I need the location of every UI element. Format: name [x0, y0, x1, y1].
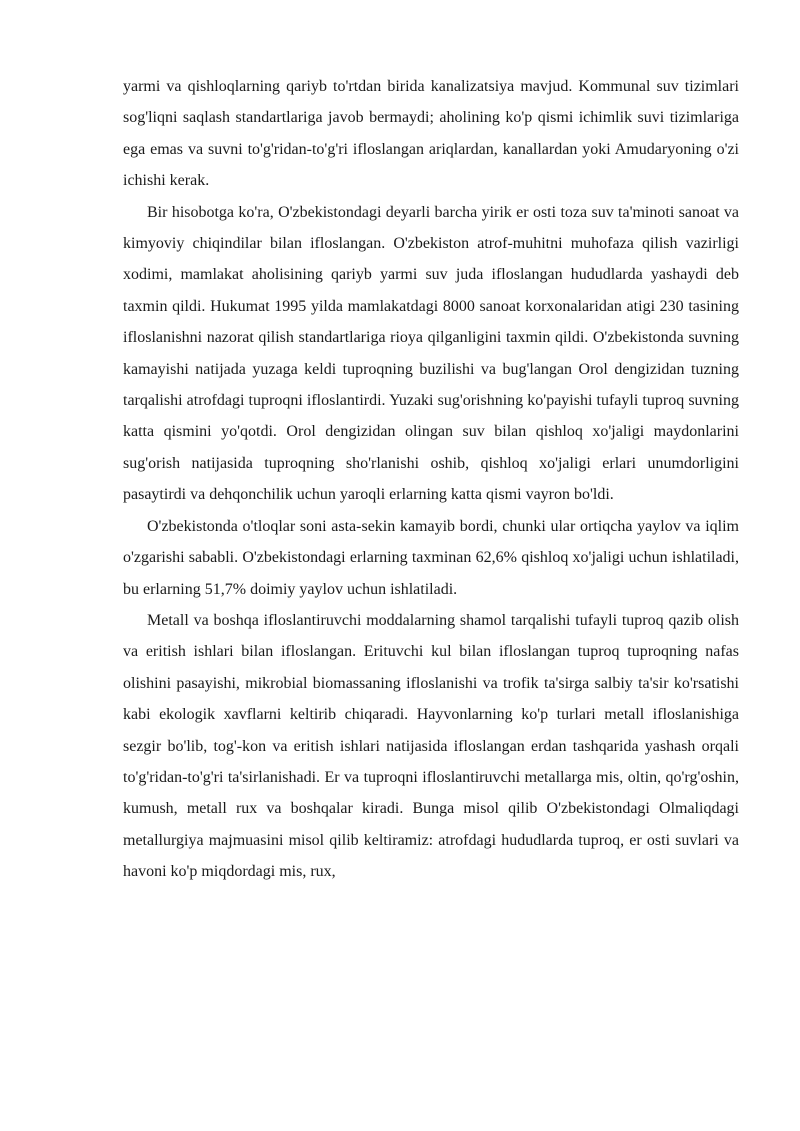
- document-page: [123, 71, 739, 888]
- paragraph-metal-pollution: Metall va boshqa ifloslantiruvchi moddalarning shamol tarqalishi tufayli tuproq qazib olish va eritish ishlari bilan ifloslangan. Erituvchi kul bilan ifloslangan tuproq tuproqning nafas olishini pasayishi, mikrobial biomassaning ifloslanishi va trofik ta'sirga salbiy ta'sir ko'rsatishi kabi ekologik xavflarni keltirib chiqaradi. Hayvonlarning ko'p turlari metall ifloslanishiga sezgir bo'lib, tog'-kon va eritish ishlari natijasida ifloslangan erdan tashqarida yashash orqali to'g'ridan-to'g'ri ta'sirlanishadi. Er va tuproqni ifloslantiruvchi metallarga mis, oltin, qo'rg'oshin, kumush, metall rux va boshqalar kiradi. Bunga misol qilib O'zbekistondagi Olmaliqdagi metallurgiya majmuasini misol qilib keltiramiz: atrofdagi hududlarda tuproq, er osti suvlari va havoni ko'p miqdordagi mis, rux,: [123, 611, 739, 881]
- paragraph-groundwater-pollution: Bir hisobotga ko'ra, O'zbekistondagi deyarli barcha yirik er osti toza suv ta'minoti sanoat va kimyoviy chiqindilar bilan ifloslangan. O'zbekiston atrof-muhitni muhofaza qilish vazirligi xodimi, mamlakat aholisining qariyb yarmi suv juda ifloslangan hududlarda yashaydi deb taxmin qildi. Hukumat 1995 yilda mamlakatdagi 8000 sanoat korxonalaridan atigi 230 tasining ifloslanishni nazorat qilish standartlariga rioya qilganligini taxmin qildi. O'zbekistonda suvning kamayishi natijada yuzaga keldi tuproqning buzilishi va bug'langan Orol dengizidan tuzning tarqalishi atrofdagi tuproqni ifloslantirdi. Yuzaki sug'orishning ko'payishi tufayli tuproq suvning katta qismini yo'qotdi. Orol dengizidan olingan suv bilan qishloq xo'jaligi maydonlarini sug'orish natijasida tuproqning sho'rlanishi oshib, qishloq xo'jaligi erlari unumdorligini pasaytirdi va dehqonchilik uchun yaroqli erlarning katta qismi vayron bo'ldi.: [123, 203, 739, 504]
- paragraph-continuation: yarmi va qishloqlarning qariyb to'rtdan birida kanalizatsiya mavjud. Kommunal suv tizimlari sog'liqni saqlash standartlariga javob bermaydi; aholining ko'p qismi ichimlik suvi tizimlariga ega emas va suvni to'g'ridan-to'g'ri ifloslangan ariqlardan, kanallardan yoki Amudaryoning o'zi ichishi kerak.: [123, 78, 739, 190]
- paragraph-pastures: O'zbekistonda o'tloqlar soni asta-sekin kamayib bordi, chunki ular ortiqcha yaylov va iqlim o'zgarishi sababli. O'zbekistondagi erlarning taxminan 62,6% qishloq xo'jaligi uchun ishlatiladi, bu erlarning 51,7% doimiy yaylov uchun ishlatiladi.: [123, 517, 739, 598]
